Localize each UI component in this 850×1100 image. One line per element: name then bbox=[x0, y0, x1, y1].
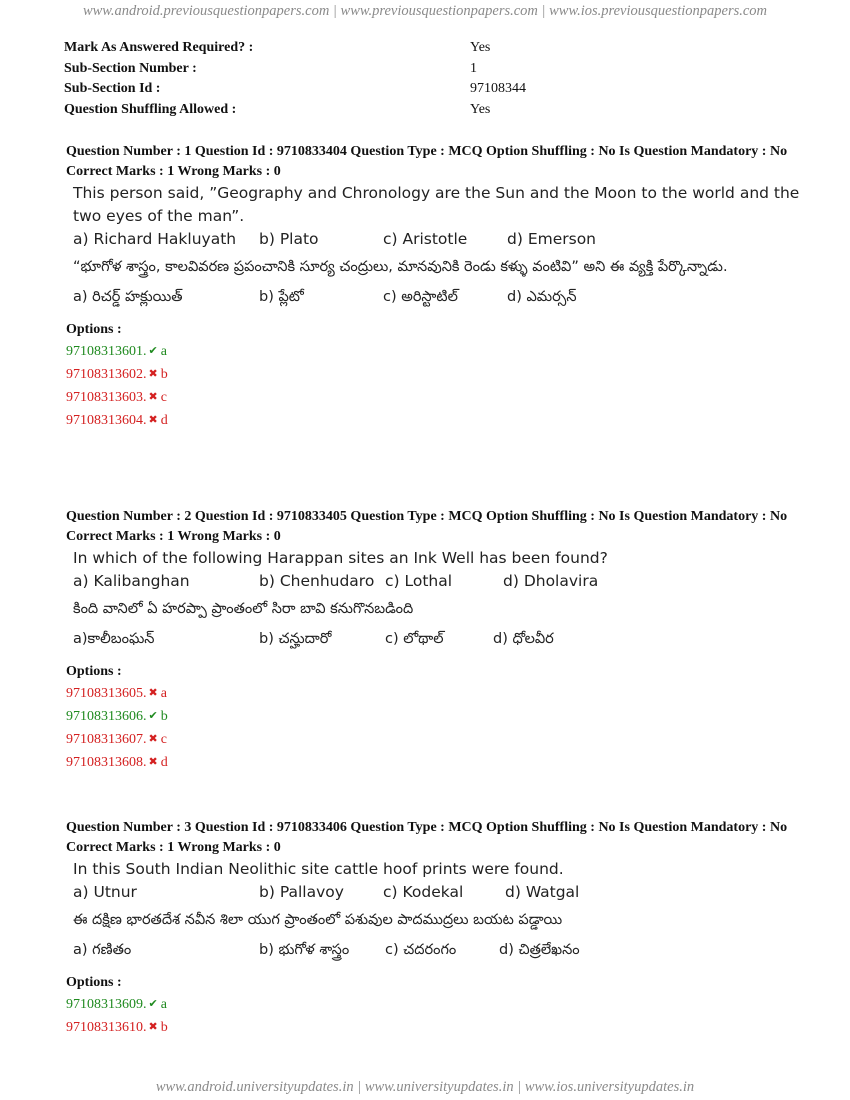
answer-choice: d) ధోలవీర bbox=[493, 631, 554, 647]
option-letter: b bbox=[160, 367, 168, 382]
question-2 bbox=[66, 509, 806, 774]
question-body bbox=[66, 547, 806, 654]
answer-choice: c) లోథాల్ bbox=[385, 631, 444, 647]
option-row bbox=[66, 340, 806, 363]
question-body bbox=[66, 182, 806, 312]
meta-value: 97108344 bbox=[470, 81, 526, 96]
option-row bbox=[66, 1016, 806, 1039]
check-icon: ✔ bbox=[148, 998, 158, 1010]
answer-choices-telugu bbox=[73, 935, 806, 965]
option-row bbox=[66, 386, 806, 409]
answer-choice: a) Kalibanghan bbox=[73, 572, 190, 590]
answer-choice: d) Emerson bbox=[507, 230, 596, 248]
option-row bbox=[66, 363, 806, 386]
answer-choice: c) Kodekal bbox=[383, 883, 464, 901]
answer-choice: b) చన్హుదారో bbox=[259, 631, 332, 647]
option-row bbox=[66, 728, 806, 751]
option-id: 97108313604. bbox=[66, 413, 147, 428]
cross-icon: ✖ bbox=[148, 414, 158, 426]
meta-value: Yes bbox=[470, 40, 491, 55]
answer-choice: c) చదరంగం bbox=[385, 942, 457, 958]
question-text-telugu: కింది వానిలో ఏ హరప్పా ప్రాంతంలో సిరా బావి కనుగొనబడింది bbox=[73, 601, 414, 617]
answer-choices-telugu bbox=[73, 624, 806, 654]
option-id: 97108313609. bbox=[66, 997, 147, 1012]
meta-label: Sub-Section Id : bbox=[64, 81, 161, 96]
check-icon: ✔ bbox=[148, 345, 158, 357]
option-id: 97108313608. bbox=[66, 755, 147, 770]
option-id: 97108313602. bbox=[66, 367, 147, 382]
answer-choice: b) Plato bbox=[259, 230, 319, 248]
answer-choice: a)కాలీబంఘన్ bbox=[73, 631, 155, 647]
question-text-telugu: “భూగోళ శాస్త్రం, కాలవివరణ ప్రపంచానికి సూర్య చంద్రులు, మానవునికి రెండు కళ్ళు వంటివి” అని ఈ వ్యక్తి పేర్కొన్నాడు. bbox=[73, 259, 728, 275]
option-id: 97108313603. bbox=[66, 390, 147, 405]
answer-choice: b) ప్లేటో bbox=[259, 289, 304, 305]
answer-choice: c) Lothal bbox=[385, 572, 453, 590]
option-letter: b bbox=[160, 709, 168, 724]
cross-icon: ✖ bbox=[148, 391, 158, 403]
question-header: Question Number : 3 Question Id : 9710833406 Question Type : MCQ Option Shuffling : No Is Question Mandatory : No bbox=[66, 820, 788, 835]
answer-choice: d) Watgal bbox=[505, 883, 580, 901]
meta-label: Question Shuffling Allowed : bbox=[64, 101, 237, 117]
answer-choices-english bbox=[73, 881, 806, 904]
option-letter: a bbox=[160, 997, 167, 1012]
answer-choice: c) Aristotle bbox=[383, 230, 468, 248]
subsection-meta bbox=[64, 38, 624, 120]
options-label: Options : bbox=[66, 664, 122, 679]
question-1 bbox=[66, 144, 806, 432]
option-row bbox=[66, 409, 806, 432]
question-text-english: In this South Indian Neolithic site cattle hoof prints were found. bbox=[73, 860, 564, 878]
cross-icon: ✖ bbox=[148, 756, 158, 768]
answer-choices-english bbox=[73, 228, 806, 251]
question-text-english: This person said, ”Geography and Chronology are the Sun and the Moon to the world and the two eyes of the man”. bbox=[73, 184, 800, 225]
option-letter: c bbox=[160, 390, 167, 405]
option-letter: d bbox=[160, 413, 168, 428]
option-row bbox=[66, 751, 806, 774]
cross-icon: ✖ bbox=[148, 733, 158, 745]
answer-choice: a) రిచర్డ్ హక్లుయిత్ bbox=[73, 289, 183, 305]
meta-value: Yes bbox=[470, 101, 491, 117]
answer-choice: d) చిత్రలేఖనం bbox=[499, 942, 580, 958]
option-id: 97108313607. bbox=[66, 732, 147, 747]
question-body bbox=[66, 858, 806, 965]
page-footer-watermark: www.android.universityupdates.in | www.universityupdates.in | www.ios.universityupdates.in bbox=[155, 1079, 695, 1095]
meta-row bbox=[64, 100, 624, 121]
option-row bbox=[66, 705, 806, 728]
answer-choice: a) Richard Hakluyath bbox=[73, 230, 237, 248]
answer-choice: b) Chenhudaro bbox=[259, 572, 375, 590]
option-letter: b bbox=[160, 1020, 168, 1035]
option-id: 97108313601. bbox=[66, 344, 147, 359]
meta-label: Mark As Answered Required? : bbox=[64, 40, 254, 55]
option-row bbox=[66, 993, 806, 1016]
cross-icon: ✖ bbox=[148, 368, 158, 380]
answer-choice: b) భుగోళ శాస్త్రం bbox=[259, 942, 350, 958]
question-marks: Correct Marks : 1 Wrong Marks : 0 bbox=[66, 529, 281, 544]
meta-row bbox=[64, 79, 624, 100]
question-text-english: In which of the following Harappan sites an Ink Well has been found? bbox=[73, 549, 608, 567]
question-header: Question Number : 1 Question Id : 9710833404 Question Type : MCQ Option Shuffling : No Is Question Mandatory : No bbox=[66, 144, 788, 159]
page-header-watermark: www.android.previousquestionpapers.com | www.previousquestionpapers.com | www.ios.previousquestionpapers.com bbox=[82, 3, 768, 19]
cross-icon: ✖ bbox=[148, 687, 158, 699]
question-header: Question Number : 2 Question Id : 9710833405 Question Type : MCQ Option Shuffling : No Is Question Mandatory : No bbox=[66, 509, 788, 524]
question-marks: Correct Marks : 1 Wrong Marks : 0 bbox=[66, 164, 281, 179]
answer-choice: d) Dholavira bbox=[503, 572, 599, 590]
option-letter: c bbox=[160, 732, 167, 747]
question-marks: Correct Marks : 1 Wrong Marks : 0 bbox=[66, 840, 281, 855]
answer-choice: c) అరిస్టాటిల్ bbox=[383, 289, 458, 305]
options-label: Options : bbox=[66, 975, 122, 990]
option-letter: a bbox=[160, 686, 167, 701]
option-id: 97108313605. bbox=[66, 686, 147, 701]
meta-value: 1 bbox=[470, 60, 477, 76]
option-id: 97108313606. bbox=[66, 709, 147, 724]
answer-choices-english bbox=[73, 570, 806, 593]
answer-choices-telugu bbox=[73, 282, 806, 312]
meta-row bbox=[64, 38, 624, 59]
answer-choice: b) Pallavoy bbox=[259, 883, 344, 901]
check-icon: ✔ bbox=[148, 710, 158, 722]
answer-choice: a) గణితం bbox=[73, 942, 132, 958]
option-letter: d bbox=[160, 755, 168, 770]
options-label: Options : bbox=[66, 322, 122, 337]
question-3 bbox=[66, 820, 806, 1039]
question-text-telugu: ఈ దక్షిణ భారతదేశ నవీన శిలా యుగ ప్రాంతంలో పశువుల పాదముద్రలు బయట పడ్డాయి bbox=[73, 912, 563, 928]
meta-label: Sub-Section Number : bbox=[64, 60, 197, 76]
meta-row bbox=[64, 59, 624, 80]
answer-choice: d) ఎమర్సన్ bbox=[507, 289, 577, 305]
option-row bbox=[66, 682, 806, 705]
answer-choice: a) Utnur bbox=[73, 883, 137, 901]
option-letter: a bbox=[160, 344, 167, 359]
cross-icon: ✖ bbox=[148, 1021, 158, 1033]
option-id: 97108313610. bbox=[66, 1020, 147, 1035]
